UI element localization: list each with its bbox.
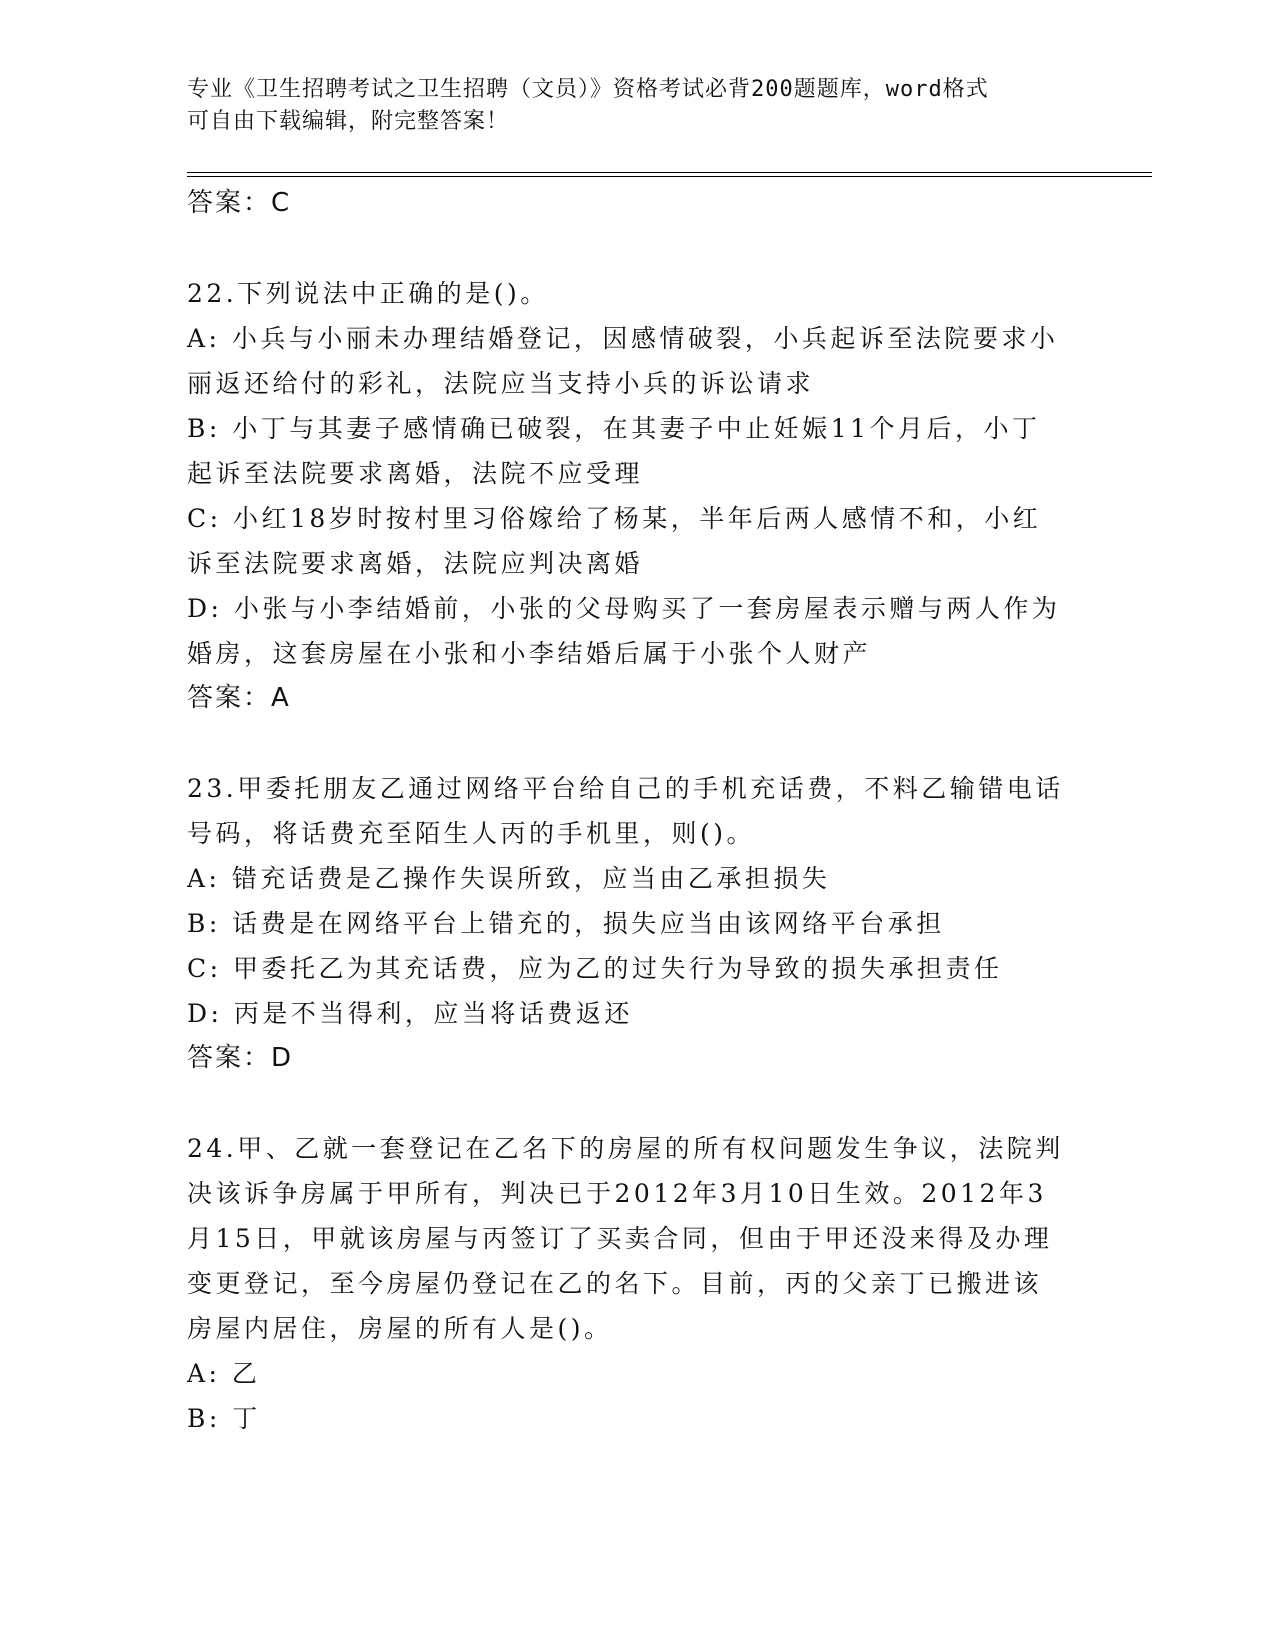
document-body	[187, 181, 1087, 1441]
question-stem-line: 23.甲委托朋友乙通过网络平台给自己的手机充话费，不料乙输错电话	[187, 774, 1064, 803]
option-d: D: 丙是不当得利，应当将话费返还	[187, 999, 633, 1028]
previous-answer: 答案：C	[187, 188, 292, 218]
option-line: 起诉至法院要求离婚，法院不应受理	[187, 459, 644, 488]
spacer	[187, 1081, 1087, 1126]
header-line-1: 专业《卫生招聘考试之卫生招聘（文员）》资格考试必背200题题库，word格式	[187, 77, 989, 102]
question-stem-line: 22.下列说法中正确的是()。	[187, 279, 549, 308]
option-c	[187, 496, 1087, 586]
question-stem-line: 月15日，甲就该房屋与丙签订了买卖合同，但由于甲还没来得及办理	[187, 1224, 1053, 1253]
option-line: C: 小红18岁时按村里习俗嫁给了杨某，半年后两人感情不和，小红	[187, 504, 1042, 533]
option-b	[187, 406, 1087, 496]
spacer	[187, 226, 1087, 271]
option-line: 诉至法院要求离婚，法院应判决离婚	[187, 549, 644, 578]
option-a: A: 乙	[187, 1359, 261, 1388]
option-line: 丽返还给付的彩礼，法院应当支持小兵的诉讼请求	[187, 369, 815, 398]
question-stem-line: 决该诉争房属于甲所有，判决已于2012年3月10日生效。2012年3	[187, 1179, 1047, 1208]
question-stem-line: 号码，将话费充至陌生人丙的手机里，则()。	[187, 819, 756, 848]
option-line: A: 小兵与小丽未办理结婚登记，因感情破裂，小兵起诉至法院要求小	[187, 324, 1059, 353]
question-stem-line: 24.甲、乙就一套登记在乙名下的房屋的所有权问题发生争议，法院判	[187, 1134, 1064, 1163]
option-d	[187, 586, 1087, 676]
answer-line: 答案：A	[187, 683, 291, 713]
option-line: 婚房，这套房屋在小张和小李结婚后属于小张个人财产	[187, 639, 872, 668]
option-b: B: 丁	[187, 1404, 261, 1433]
option-a: A: 错充话费是乙操作失误所致，应当由乙承担损失	[187, 864, 831, 893]
page-header	[187, 74, 1067, 138]
header-rule-bottom	[187, 176, 1152, 177]
question-22	[187, 271, 1087, 721]
header-line-2: 可自由下载编辑，附完整答案！	[187, 109, 510, 134]
option-line: D: 小张与小李结婚前，小张的父母购买了一套房屋表示赠与两人作为	[187, 594, 1061, 623]
option-line: B: 小丁与其妻子感情确已破裂，在其妻子中止妊娠11个月后，小丁	[187, 414, 1041, 443]
option-b: B: 话费是在网络平台上错充的，损失应当由该网络平台承担	[187, 909, 945, 938]
question-23	[187, 766, 1087, 1081]
header-rule-top	[187, 172, 1152, 173]
answer-line: 答案：D	[187, 1043, 294, 1073]
spacer	[187, 721, 1087, 766]
question-stem-line: 房屋内居住，房屋的所有人是()。	[187, 1314, 613, 1343]
option-c: C: 甲委托乙为其充话费，应为乙的过失行为导致的损失承担责任	[187, 954, 1003, 983]
option-a	[187, 316, 1087, 406]
question-24	[187, 1126, 1087, 1441]
question-stem-line: 变更登记，至今房屋仍登记在乙的名下。目前，丙的父亲丁已搬进该	[187, 1269, 1043, 1298]
